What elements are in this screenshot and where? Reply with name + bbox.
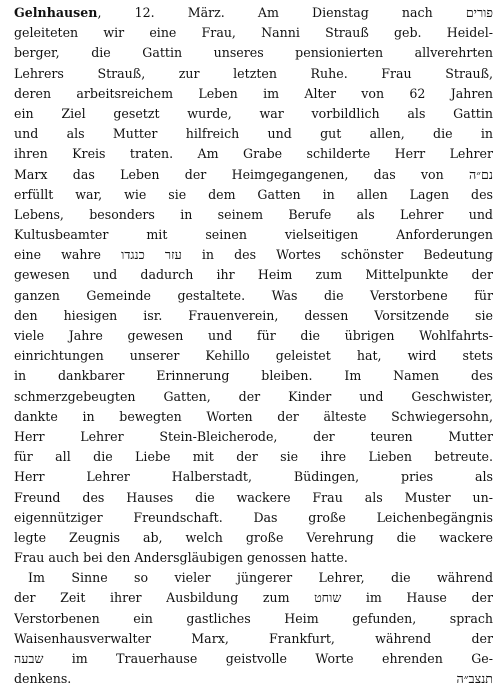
article-line-14: gewesen und dadurch ihr Heim zum Mittelpunkte der <box>14 267 493 283</box>
article-line-9: Marx das Leben der Heimgegangenen, das von נם״ה <box>14 166 493 182</box>
article-line-12: Kultusbeamter mit seinen vielseitigen Anforderungen <box>14 227 493 243</box>
article-line-5: deren arbeitsreichem Leben im Alter von 62 Jahren <box>14 85 493 101</box>
article-line-28: Frau auch bei den Andersgläubigen genossen hatte. <box>14 550 348 566</box>
article-line-16: den hiesigen isr. Frauenverein, dessen Vorsitzende sie <box>14 307 493 323</box>
article-line-32: Waisenhausverwalter Marx, Frankfurt, während der <box>14 630 493 646</box>
article-line-30: der Zeit ihrer Ausbildung zum שוחט im Hause der <box>14 590 493 606</box>
article-line-21: dankte in bewegten Worten der älteste Schwiegersohn, <box>14 408 493 424</box>
article-line-29: Im Sinne so vieler jüngerer Lehrer, die während <box>28 570 493 586</box>
article-location: Gelnhausen <box>14 5 98 20</box>
article-line-18: einrichtungen unserer Kehillo geleistet hat, wird stets <box>14 348 493 364</box>
article-line-2: geleiteten wir eine Frau, Nanni Strauß geb. Heidel- <box>14 25 493 41</box>
article-line-27: legte Zeugnis ab, welch große Verehrung die wackere <box>14 529 493 545</box>
article-line-6: ein Ziel gesetzt wurde, war vorbildlich als Gattin <box>14 105 493 121</box>
article-line-19: in dankbarer Erinnerung bleiben. Im Namen des <box>14 368 493 384</box>
article-line-25: Freund des Hauses die wackere Frau als Muster un- <box>14 489 493 505</box>
article-line-10: erfüllt war, wie sie dem Gatten in allen Lagen des <box>14 186 493 202</box>
article-line-1-text: , 12. März. Am Dienstag nach פורים <box>97 5 493 20</box>
article-line-26: eigennütziger Freundschaft. Das große Leichenbegängnis <box>14 509 493 525</box>
article-line-3: berger, die Gattin unseres pensionierten allverehrten <box>14 45 493 61</box>
article-line-33: שבעה im Trauerhause geistvolle Worte ehrenden Ge- <box>14 651 493 666</box>
article-line-1 <box>14 3 493 23</box>
article-line-8: ihren Kreis traten. Am Grabe schilderte Herr Lehrer <box>14 146 493 162</box>
article-line-15: ganzen Gemeinde gestaltete. Was die Verstorbene für <box>14 287 493 303</box>
article-line-20: schmerzgebeugten Gatten, der Kinder und Geschwister, <box>14 388 493 404</box>
article-line-17: viele Jahre gewesen und für die übrigen Wohlfahrts- <box>14 328 493 343</box>
article-line-13: eine wahre עזר כנגדו in des Wortes schönster Bedeutung <box>14 247 493 263</box>
article-line-22: Herr Lehrer Stein-Bleicherode, der teuren Mutter <box>14 428 493 444</box>
article-line-11: Lebens, besonders in seinem Berufe als Lehrer und <box>14 206 493 222</box>
article-line-23: für all die Liebe mit der sie ihre Lieben betreute. <box>14 449 493 465</box>
article-line-4: Lehrers Strauß, zur letzten Ruhe. Frau Strauß, <box>14 65 493 81</box>
article-line-24: Herr Lehrer Halberstadt, Büdingen, pries als <box>14 469 493 485</box>
article-line-34: denkens. תנצב״ה <box>14 671 493 687</box>
article-line-7: und als Mutter hilfreich und gut allen, die in <box>14 126 493 142</box>
article-line-31: Verstorbenen ein gastliches Heim gefunden, sprach <box>14 610 493 626</box>
